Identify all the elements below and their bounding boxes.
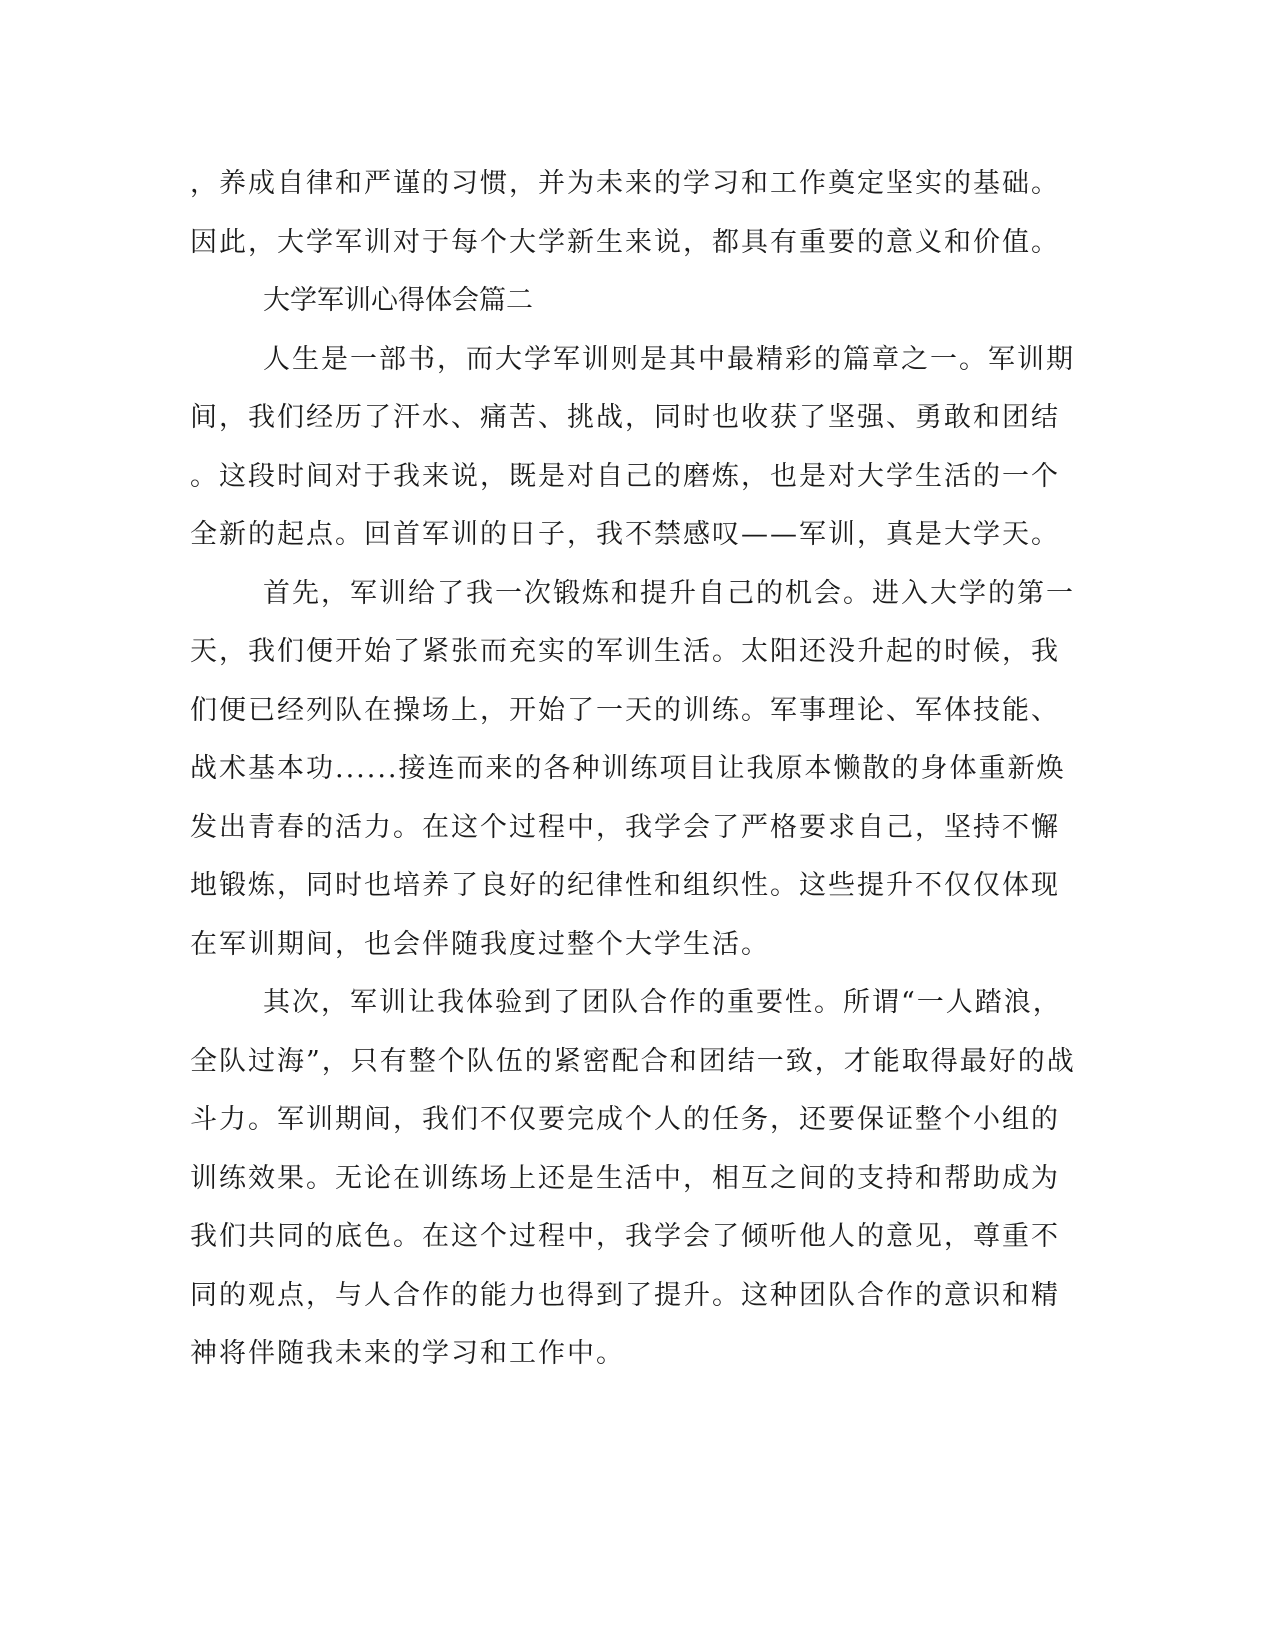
text-line: 天，我们便开始了紧张而充实的军训生活。太阳还没升起的时候，我 <box>190 636 1060 667</box>
text-line: 战术基本功......接连而来的各种训练项目让我原本懒散的身体重新焕 <box>190 753 1066 784</box>
text-line: 。这段时间对于我来说，既是对自己的磨炼，也是对大学生活的一个 <box>190 461 1060 492</box>
text-line: 同的观点，与人合作的能力也得到了提升。这种团队合作的意识和精 <box>190 1280 1060 1311</box>
text-line: 们便已经列队在操场上，开始了一天的训练。军事理论、军体技能、 <box>190 695 1060 726</box>
text-line: 全队过海”，只有整个队伍的紧密配合和团结一致，才能取得最好的战 <box>190 1046 1076 1077</box>
text-line: 发出青春的活力。在这个过程中，我学会了严格要求自己，坚持不懈 <box>190 812 1060 843</box>
text-line: 首先，军训给了我一次锻炼和提升自己的机会。进入大学的第一 <box>263 578 1075 609</box>
text-line: 地锻炼，同时也培养了良好的纪律性和组织性。这些提升不仅仅体现 <box>190 870 1060 901</box>
text-line: ，养成自律和严谨的习惯，并为未来的学习和工作奠定坚实的基础。 <box>190 168 1060 199</box>
text-line: 因此，大学军训对于每个大学新生来说，都具有重要的意义和价值。 <box>190 227 1060 258</box>
text-line: 训练效果。无论在训练场上还是生活中，相互之间的支持和帮助成为 <box>190 1163 1060 1194</box>
text-line: 在军训期间，也会伴随我度过整个大学生活。 <box>190 929 770 960</box>
section-title: 大学军训心得体会篇二 <box>263 285 533 316</box>
text-line: 间，我们经历了汗水、痛苦、挑战，同时也收获了坚强、勇敢和团结 <box>190 402 1060 433</box>
text-line: 我们共同的底色。在这个过程中，我学会了倾听他人的意见，尊重不 <box>190 1221 1060 1252</box>
text-line: 斗力。军训期间，我们不仅要完成个人的任务，还要保证整个小组的 <box>190 1104 1060 1135</box>
text-line: 全新的起点。回首军训的日子，我不禁感叹——军训，真是大学天。 <box>190 519 1060 550</box>
text-line: 神将伴随我未来的学习和工作中。 <box>190 1338 625 1369</box>
text-line: 其次，军训让我体验到了团队合作的重要性。所谓“一人踏浪， <box>263 987 1062 1018</box>
text-line: 人生是一部书，而大学军训则是其中最精彩的篇章之一。军训期 <box>263 344 1075 375</box>
